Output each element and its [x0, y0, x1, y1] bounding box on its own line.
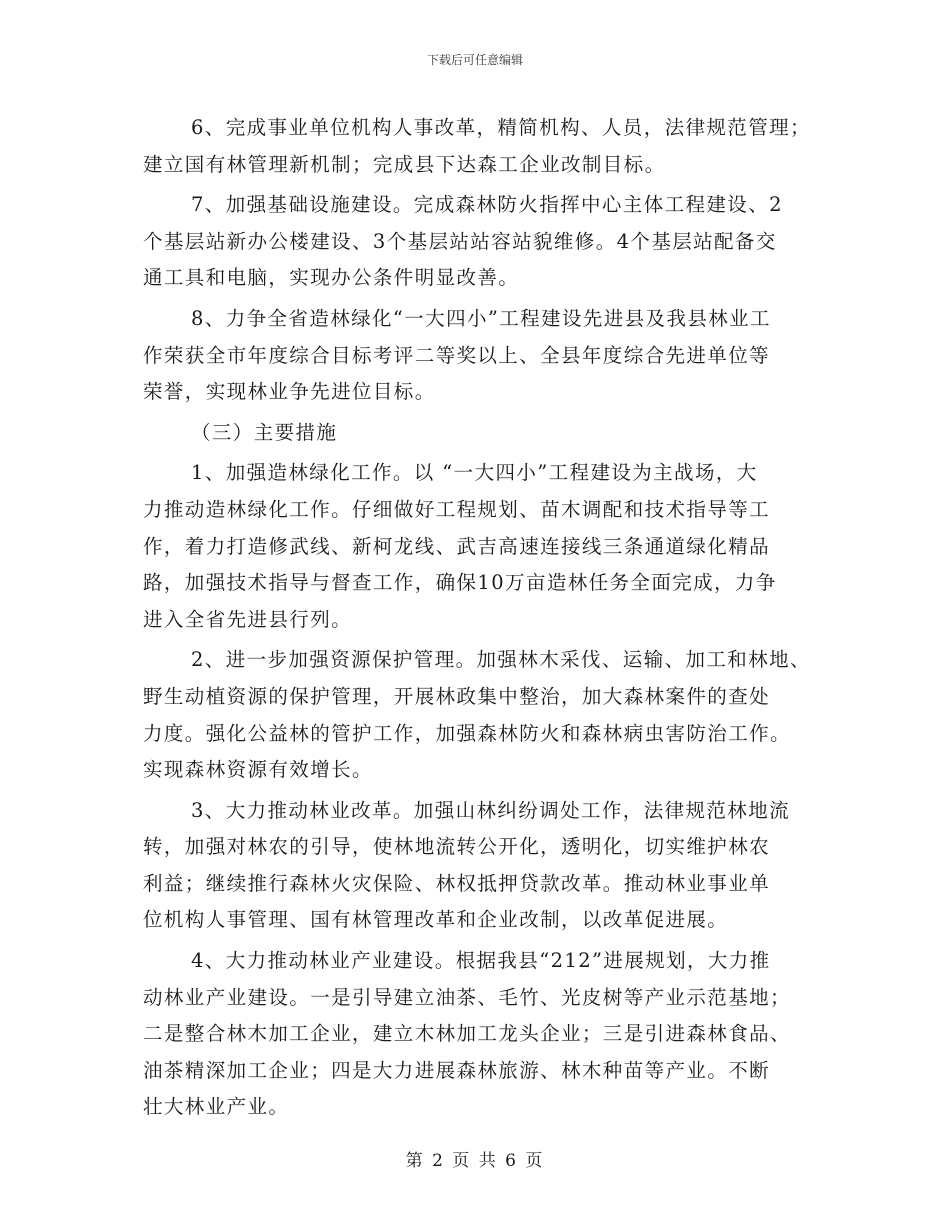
text-line: 个基层站新办公楼建设、3个基层站站容站貌维修。4个基层站配备交 [143, 229, 777, 253]
heading-text: （三）主要措施 [191, 420, 338, 444]
text-line: 实现森林资源有效增长。 [143, 758, 373, 782]
text-line: 荣誉，实现林业争先进位目标。 [143, 380, 436, 404]
text-line: 二是整合林木加工企业，建立木林加工龙头企业；三是引进森林食品、 [143, 1022, 791, 1046]
text-line: 转，加强对林农的引导，使林地流转公开化，透明化，切实维护林农 [143, 835, 771, 859]
text-line: 动林业产业建设。一是引导建立油茶、毛竹、光皮树等产业示范基地； [143, 985, 791, 1009]
page-header-note: 下载后可任意编辑 [426, 53, 523, 67]
section-heading [143, 415, 815, 452]
text-line: 进入全省先进县行列。 [143, 607, 353, 631]
text-line: 通工具和电脑，实现办公条件明显改善。 [143, 266, 520, 290]
text-line: 1、加强造林绿化工作。以 “一大四小”工程建设为主战场，大 [191, 461, 758, 485]
text-line: 力度。强化公益林的管护工作，加强森林防火和森林病虫害防治工作。 [143, 721, 791, 745]
paragraph-measure-3 [143, 793, 815, 939]
text-line: 4、大力推动林业产业建设。根据我县“212”进展规划，大力推 [191, 949, 771, 973]
text-line: 野生动植资源的保护管理，开展林政集中整治，加大森林案件的查处 [143, 684, 771, 708]
document-body [143, 110, 815, 1130]
text-line: 7、加强基础设施建设。完成森林防火指挥中心主体工程建设、2 [191, 193, 783, 217]
paragraph-measure-1 [143, 455, 815, 638]
paragraph-item-8 [143, 301, 815, 411]
paragraph-measure-2 [143, 642, 815, 788]
text-line: 3、大力推动林业改革。加强山林纠纷调处工作，法律规范林地流 [191, 798, 791, 822]
text-line: 利益；继续推行森林火灾保险、林权抵押贷款改革。推动林业事业单 [143, 871, 771, 895]
paragraph-item-7 [143, 187, 815, 297]
page-number-footer: 第 2 页 共 6 页 [405, 1151, 545, 1171]
text-line: 壮大林业产业。 [143, 1095, 290, 1119]
text-line: 2、进一步加强资源保护管理。加强林木采伐、运输、加工和林地、 [191, 648, 811, 672]
paragraph-measure-4 [143, 943, 815, 1126]
text-line: 油茶精深加工企业；四是大力进展森林旅游、林木种苗等产业。不断 [143, 1058, 771, 1082]
text-line: 作，着力打造修武线、新柯龙线、武吉高速连接线三条通道绿化精品 [143, 534, 771, 558]
text-line: 作荣获全市年度综合目标考评二等奖以上、全县年度综合先进单位等 [143, 343, 771, 367]
text-line: 8、力争全省造林绿化“一大四小”工程建设先进县及我县林业工 [191, 306, 771, 330]
text-line: 路，加强技术指导与督查工作，确保10万亩造林任务全面完成，力争 [143, 571, 777, 595]
text-line: 力推动造林绿化工作。仔细做好工程规划、苗木调配和技术指导等工 [143, 497, 771, 521]
text-line: 6、完成事业单位机构人事改革，精简机构、人员，法律规范管理； [191, 116, 811, 139]
text-line: 建立国有林管理新机制；完成县下达森工企业改制目标。 [143, 152, 666, 176]
paragraph-item-6 [143, 110, 815, 183]
text-line: 位机构人事管理、国有林管理改革和企业改制，以改革促进展。 [143, 908, 729, 932]
